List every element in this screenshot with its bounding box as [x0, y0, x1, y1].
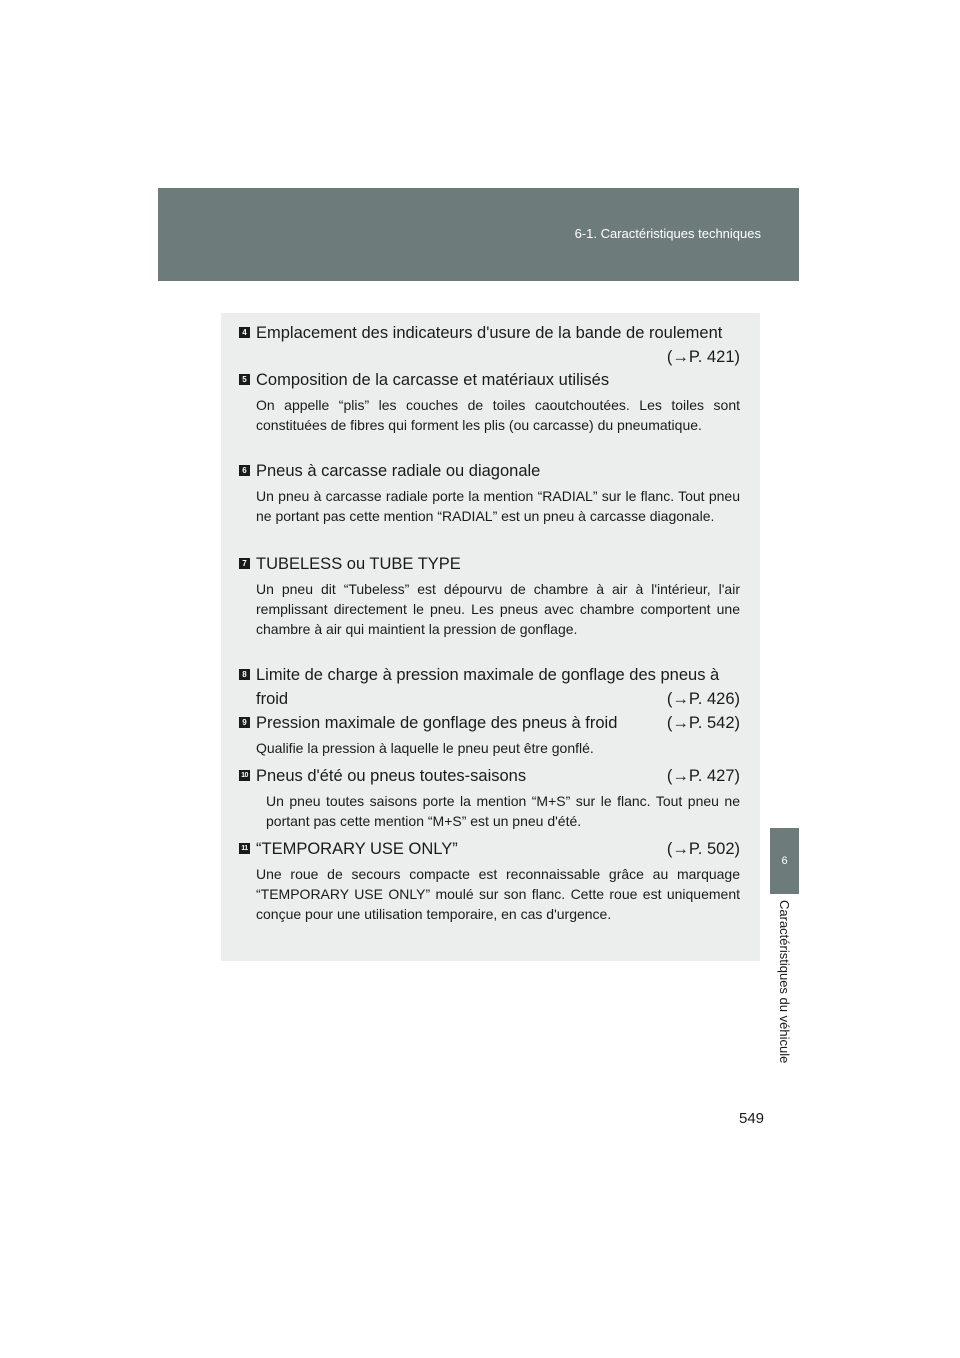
header-band — [158, 188, 799, 281]
item-number-badge: 9 — [239, 717, 250, 728]
page-reference: (→P. 542) — [666, 714, 740, 732]
item-title-line-1: Limite de charge à pression maximale de gonflage des pneus à — [256, 666, 720, 684]
item-number-badge: 4 — [239, 327, 250, 338]
item-body: On appelle “plis” les couches de toiles caoutchoutées. Les toiles sont constituées de fibres qui forment les plis (ou carcasse) du pneumatique. — [256, 397, 740, 433]
item-8 — [239, 665, 740, 715]
page-reference: (→P. 421) — [666, 348, 740, 366]
item-title: Composition de la carcasse et matériaux utilisés — [256, 371, 610, 389]
item-title: Pression maximale de gonflage des pneus à froid — [256, 714, 618, 732]
item-body: Un pneu dit “Tubeless” est dépourvu de chambre à air à l'intérieur, l'air remplissant directement le pneu. Les pneus avec chambre comportent une chambre à air qui maintient la pression de gonflage. — [256, 581, 740, 637]
chapter-tab: 6 — [770, 828, 799, 894]
item-title: “TEMPORARY USE ONLY” — [256, 840, 458, 858]
item-number-badge: 10 — [239, 770, 250, 781]
section-title: 6-1. Caractéristiques techniques — [574, 226, 761, 241]
item-title: Pneus à carcasse radiale ou diagonale — [256, 462, 541, 480]
item-body: Un pneu à carcasse radiale porte la mention “RADIAL” sur le flanc. Tout pneu ne portant pas cette mention “RADIAL” est un pneu à carcasse diagonale. — [256, 488, 740, 524]
item-number-badge: 11 — [239, 843, 250, 854]
item-body: Un pneu toutes saisons porte la mention “M+S” sur le flanc. Tout pneu ne portant pas cette mention “M+S” est un pneu d'été. — [266, 793, 740, 829]
item-body: Une roue de secours compacte est reconnaissable grâce au marquage “TEMPORARY USE ONLY” moulé sur son flanc. Cette roue est uniquement conçue pour une utilisation temporaire, en cas d'urgence. — [256, 866, 740, 922]
item-title: TUBELESS ou TUBE TYPE — [256, 555, 461, 573]
page-reference: (→P. 427) — [666, 767, 740, 785]
item-number-badge: 6 — [239, 465, 250, 476]
item-5 — [239, 370, 740, 470]
item-10 — [239, 766, 740, 836]
item-6 — [239, 461, 740, 551]
page-number: 549 — [739, 1110, 765, 1127]
item-9 — [239, 713, 740, 763]
item-11 — [239, 839, 740, 949]
page-reference: (→P. 502) — [666, 840, 740, 858]
item-number-badge: 8 — [239, 669, 250, 680]
item-title: Emplacement des indicateurs d'usure de la bande de roulement — [256, 324, 723, 342]
item-4 — [239, 323, 740, 367]
item-number-badge: 7 — [239, 558, 250, 569]
tire-info-panel — [221, 313, 760, 961]
item-7 — [239, 554, 740, 664]
item-title: Pneus d'été ou pneus toutes-saisons — [256, 767, 527, 785]
item-number-badge: 5 — [239, 374, 250, 385]
item-title-line-2: froid — [256, 690, 289, 708]
chapter-label: Caractéristiques du véhicule — [777, 900, 792, 1064]
page-reference: (→P. 426) — [666, 690, 740, 708]
item-body: Qualifie la pression à laquelle le pneu peut être gonflé. — [256, 740, 594, 756]
